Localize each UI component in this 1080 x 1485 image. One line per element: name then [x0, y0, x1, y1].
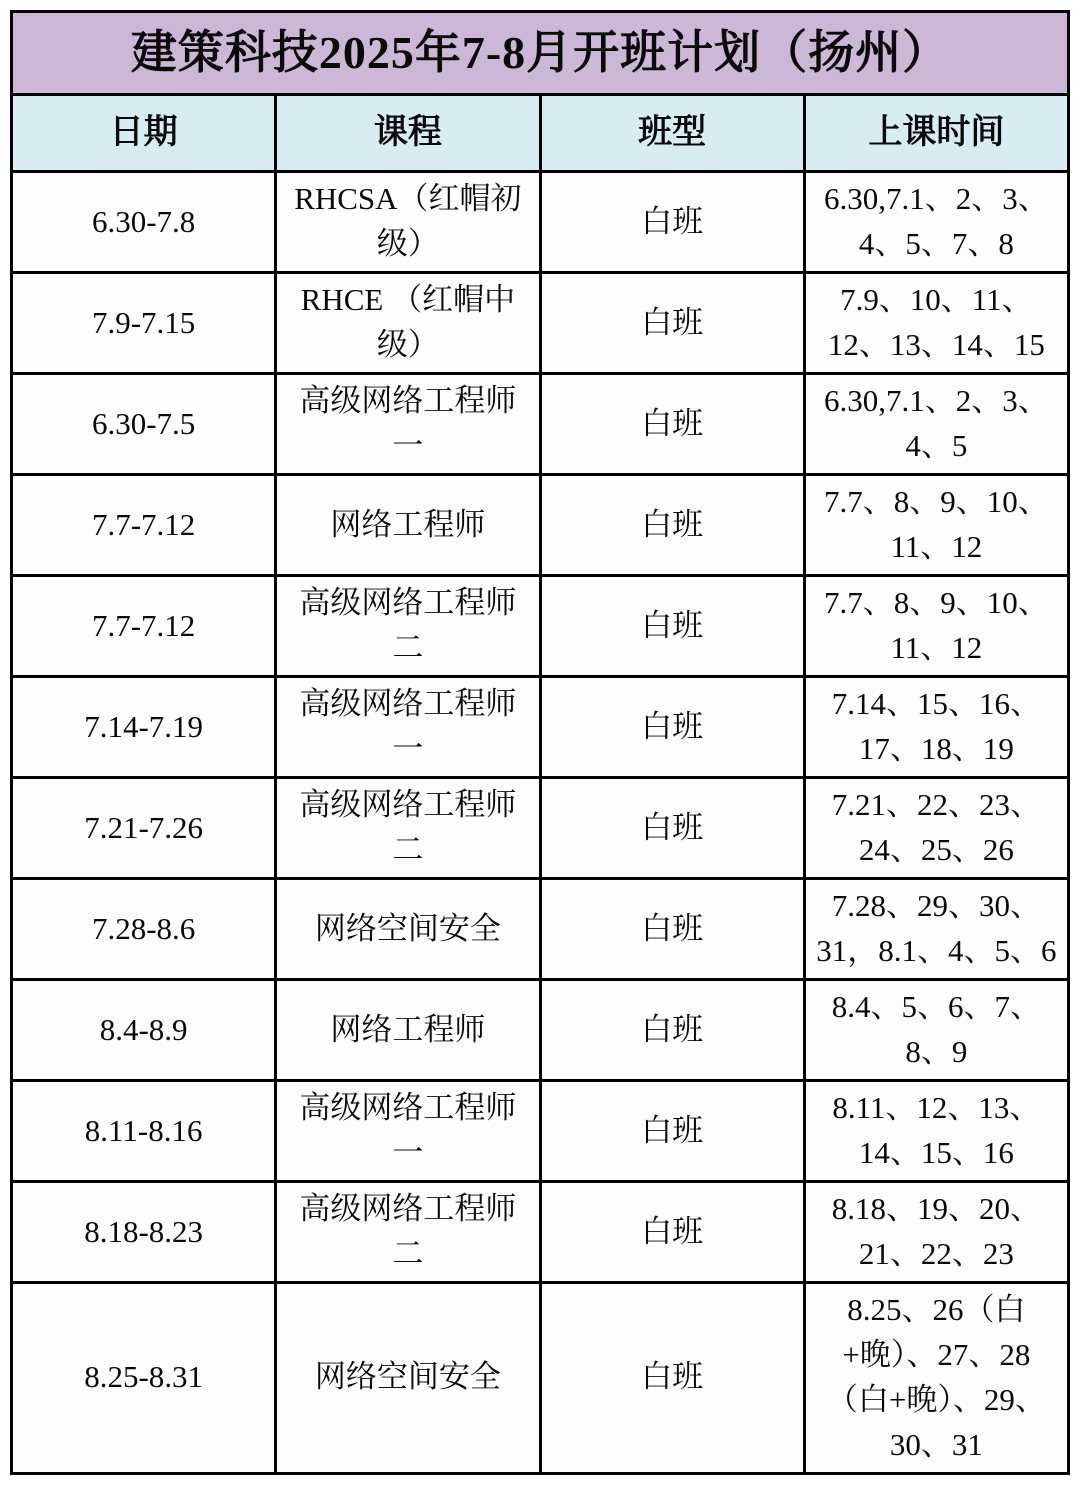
page-title: 建策科技2025年7-8月开班计划（扬州） [12, 12, 1069, 95]
cell-date: 7.7-7.12 [12, 475, 276, 576]
cell-class-type: 白班 [540, 1182, 804, 1283]
cell-class-type: 白班 [540, 980, 804, 1081]
cell-time: 8.25、26（白+晚）、27、28（白+晚）、29、30、31 [804, 1283, 1068, 1474]
column-header-time: 上课时间 [804, 95, 1068, 172]
cell-date: 8.25-8.31 [12, 1283, 276, 1474]
table-row [12, 1081, 1069, 1182]
cell-date: 7.7-7.12 [12, 576, 276, 677]
cell-date: 7.14-7.19 [12, 677, 276, 778]
cell-class-type: 白班 [540, 172, 804, 273]
table-row [12, 879, 1069, 980]
cell-class-type: 白班 [540, 374, 804, 475]
column-header-class-type: 班型 [540, 95, 804, 172]
cell-date: 7.28-8.6 [12, 879, 276, 980]
cell-class-type: 白班 [540, 475, 804, 576]
cell-course: 网络空间安全 [276, 1283, 540, 1474]
cell-date: 8.4-8.9 [12, 980, 276, 1081]
schedule-table-head [12, 12, 1069, 172]
cell-time: 7.7、8、9、10、11、12 [804, 475, 1068, 576]
cell-time: 7.9、10、11、12、13、14、15 [804, 273, 1068, 374]
table-row [12, 677, 1069, 778]
schedule-table-body [12, 172, 1069, 1474]
cell-class-type: 白班 [540, 576, 804, 677]
cell-time: 8.4、5、6、7、8、9 [804, 980, 1068, 1081]
column-header-date: 日期 [12, 95, 276, 172]
table-row [12, 980, 1069, 1081]
cell-date: 8.11-8.16 [12, 1081, 276, 1182]
table-row [12, 1182, 1069, 1283]
cell-course: RHCSA（红帽初级） [276, 172, 540, 273]
cell-time: 7.14、15、16、17、18、19 [804, 677, 1068, 778]
cell-class-type: 白班 [540, 1081, 804, 1182]
table-row [12, 576, 1069, 677]
cell-class-type: 白班 [540, 879, 804, 980]
cell-class-type: 白班 [540, 1283, 804, 1474]
cell-course: 网络工程师 [276, 475, 540, 576]
cell-course: 高级网络工程师一 [276, 1081, 540, 1182]
cell-course: 高级网络工程师二 [276, 576, 540, 677]
cell-date: 6.30-7.5 [12, 374, 276, 475]
cell-date: 7.9-7.15 [12, 273, 276, 374]
cell-time: 8.11、12、13、14、15、16 [804, 1081, 1068, 1182]
cell-course: 高级网络工程师一 [276, 374, 540, 475]
cell-class-type: 白班 [540, 273, 804, 374]
column-header-course: 课程 [276, 95, 540, 172]
cell-class-type: 白班 [540, 677, 804, 778]
cell-time: 7.7、8、9、10、11、12 [804, 576, 1068, 677]
cell-time: 7.28、29、30、31，8.1、4、5、6 [804, 879, 1068, 980]
cell-date: 8.18-8.23 [12, 1182, 276, 1283]
title-row [12, 12, 1069, 95]
schedule-table [10, 10, 1070, 1475]
table-row [12, 1283, 1069, 1474]
cell-class-type: 白班 [540, 778, 804, 879]
cell-course: 高级网络工程师二 [276, 778, 540, 879]
cell-date: 7.21-7.26 [12, 778, 276, 879]
cell-time: 6.30,7.1、2、3、4、5、7、8 [804, 172, 1068, 273]
table-row [12, 273, 1069, 374]
table-row [12, 172, 1069, 273]
cell-course: 高级网络工程师二 [276, 1182, 540, 1283]
cell-date: 6.30-7.8 [12, 172, 276, 273]
cell-course: RHCE （红帽中级） [276, 273, 540, 374]
cell-time: 8.18、19、20、21、22、23 [804, 1182, 1068, 1283]
cell-time: 7.21、22、23、24、25、26 [804, 778, 1068, 879]
cell-course: 网络空间安全 [276, 879, 540, 980]
table-row [12, 374, 1069, 475]
cell-time: 6.30,7.1、2、3、4、5 [804, 374, 1068, 475]
cell-course: 高级网络工程师一 [276, 677, 540, 778]
table-row [12, 778, 1069, 879]
table-row [12, 475, 1069, 576]
header-row [12, 95, 1069, 172]
cell-course: 网络工程师 [276, 980, 540, 1081]
